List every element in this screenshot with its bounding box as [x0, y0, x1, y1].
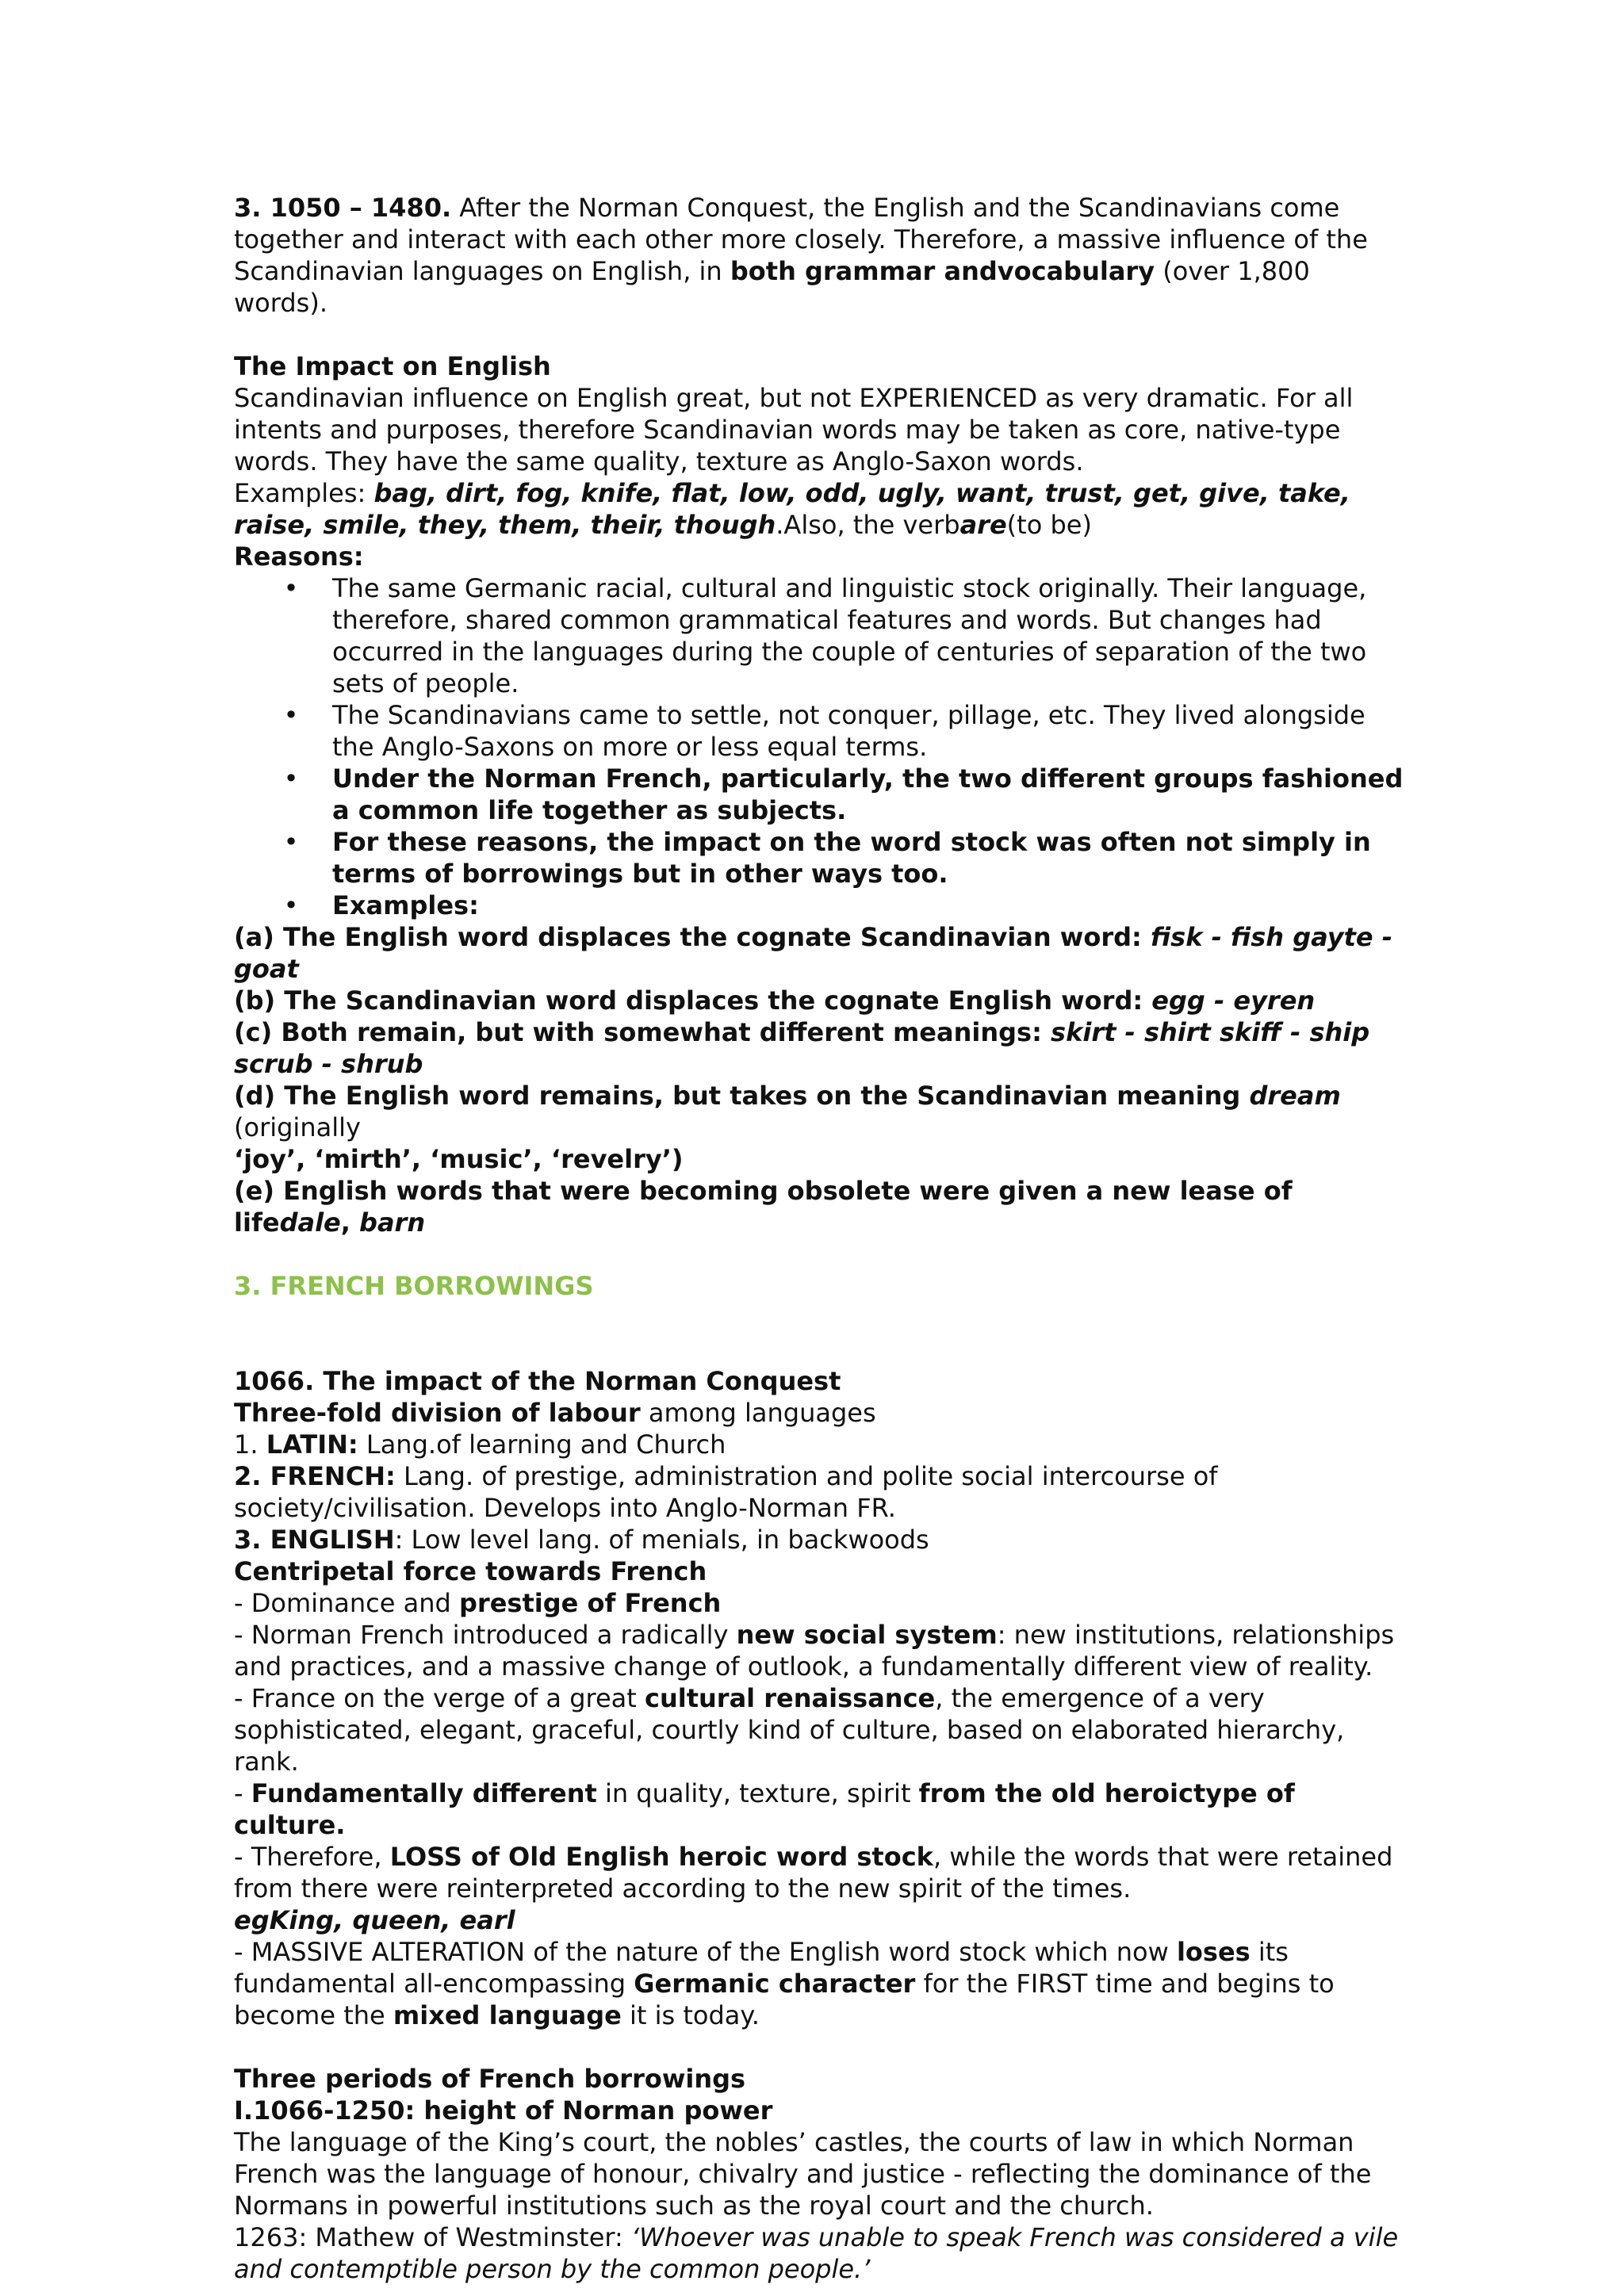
- reasons-heading: [234, 541, 1408, 572]
- list-item: [234, 890, 1408, 921]
- examples-verb: are: [959, 510, 1007, 540]
- period-intro-end: (over 1,800 words).: [234, 256, 1310, 318]
- nf-bold: new social system: [736, 1620, 998, 1650]
- example-e-word2: barn: [359, 1207, 426, 1238]
- eg-label: eg: [234, 1905, 270, 1935]
- fundamentally-line: [234, 1777, 1408, 1841]
- example-c: [234, 1016, 1408, 1080]
- example-d-note: (originally: [234, 1112, 361, 1142]
- alteration-line: [234, 1936, 1408, 2031]
- spacer: [234, 2031, 1408, 2063]
- alt-pre: - MASSIVE ALTERATION of the nature of the English word stock which now: [234, 1937, 1177, 1967]
- loss-line: [234, 1841, 1408, 1904]
- reason-text: The same Germanic racial, cultural and linguistic stock originally. Their language, therefore, shared common grammatical features and words. But changes had occurred in the languages during the couple of centuries of separation of the two sets of people.: [332, 573, 1367, 698]
- loss-bold: LOSS of Old English heroic word stock: [389, 1842, 933, 1872]
- reason-text: For these reasons, the impact on the word stock was often not simply in terms of borrowings but in other ways too.: [332, 827, 1371, 889]
- fr-rest: , the emergence of a very sophisticated, elegant, graceful, courtly kind of culture, based on elaborated hierarchy, rank.: [234, 1683, 1345, 1777]
- france-line: [234, 1682, 1408, 1777]
- nf-rest: : new institutions, relationships and practices, and a massive change of outlook, a fundamentally different view of reality.: [234, 1620, 1395, 1682]
- reasons-heading-text: Reasons:: [234, 541, 364, 572]
- fd-bold2: from the old heroictype of culture.: [234, 1778, 1295, 1840]
- alt-mid2: for the FIRST time and begins to become the: [234, 1969, 1335, 2030]
- fr-bold: cultural renaissance: [644, 1683, 936, 1713]
- example-a-text: (a) The English word displaces the cognate Scandinavian word:: [234, 922, 1151, 952]
- example-e-text: (e) English words that were becoming obsolete were given a new lease of life: [234, 1176, 1293, 1238]
- bullet-icon: •: [283, 573, 299, 603]
- example-e-word1: dale: [279, 1207, 341, 1238]
- quote-pre: 1263: Mathew of Westminster:: [234, 2222, 631, 2252]
- division-bold: Three-fold division of labour: [234, 1398, 641, 1428]
- example-e-sep: ,: [340, 1207, 360, 1238]
- example-c-text: (c) Both remain, but with somewhat different meanings:: [234, 1017, 1051, 1047]
- quote-text: ‘Whoever was unable to speak French was considered a vile and contemptible person by the common people.’: [234, 2222, 1399, 2284]
- loss-pre: - Therefore,: [234, 1842, 390, 1872]
- french-label: 2. FRENCH:: [234, 1461, 396, 1491]
- english-line: [234, 1524, 1408, 1556]
- list-item: [234, 763, 1408, 826]
- english-label: 3. ENGLISH: [234, 1525, 395, 1555]
- period-heading: 3. 1050 – 1480.: [234, 193, 452, 223]
- bullet-icon: •: [283, 890, 299, 920]
- spacer: [234, 1238, 1408, 1270]
- impact-heading-text: The Impact on English: [234, 351, 551, 381]
- fd-bold: Fundamentally different: [251, 1778, 597, 1808]
- dominance-bold: prestige of French: [459, 1588, 722, 1618]
- periods-heading: [234, 2063, 1408, 2095]
- examples-line: [234, 477, 1408, 541]
- alt-bold3: mixed language: [393, 2000, 622, 2030]
- examples-verb-note: (to be): [1006, 510, 1092, 540]
- periods-heading-text: Three periods of French borrowings: [234, 2064, 746, 2094]
- bullet-icon: •: [283, 827, 299, 857]
- example-a: [234, 921, 1408, 985]
- examples-also: .Also, the verb: [776, 510, 960, 540]
- period-paragraph: [234, 192, 1408, 319]
- list-item: [234, 699, 1408, 763]
- french-text: Lang. of prestige, administration and polite social intercourse of society/civilisation. Develops into Anglo-Norman FR.: [234, 1461, 1218, 1523]
- example-d-text: (d) The English word remains, but takes on the Scandinavian meaning: [234, 1081, 1250, 1111]
- impact-heading: [234, 350, 1408, 382]
- dominance-line: [234, 1587, 1408, 1619]
- alt-mid1: its fundamental all-encompassing: [234, 1937, 1289, 1999]
- latin-line: [234, 1429, 1408, 1460]
- fd-mid: in quality, texture, spirit: [596, 1778, 919, 1808]
- spacer: [234, 1302, 1408, 1365]
- example-c-words: skirt - shirt skiff - ship scrub - shrub: [234, 1017, 1370, 1079]
- fr-pre: - France on the verge of a great: [234, 1683, 645, 1713]
- norman-french-line: [234, 1619, 1408, 1682]
- alt-end: it is today.: [621, 2000, 760, 2030]
- division-rest: among languages: [640, 1398, 876, 1428]
- period1-heading-text: I.1066-1250: height of Norman power: [234, 2095, 773, 2126]
- example-a-words: fisk - fish gayte - goat: [234, 922, 1392, 984]
- centripetal-heading-text: Centripetal force towards French: [234, 1556, 707, 1586]
- division-line: [234, 1397, 1408, 1429]
- loss-rest: , while the words that were retained from there were reinterpreted according to the new spirit of the times.: [234, 1842, 1393, 1904]
- bullet-icon: •: [283, 763, 299, 794]
- examples-words: bag, dirt, fog, knife, flat, low, odd, ugly, want, trust, get, give, take, raise, smile, they, them, their, though: [234, 478, 1350, 540]
- spacer: [234, 319, 1408, 350]
- section-heading-french: 3. FRENCH BORROWINGS: [234, 1271, 594, 1301]
- period1-heading: [234, 2095, 1408, 2126]
- list-item: [234, 572, 1408, 699]
- example-d: [234, 1080, 1408, 1175]
- example-e: [234, 1175, 1408, 1238]
- norman-heading-text: 1066. The impact of the Norman Conquest: [234, 1366, 841, 1396]
- dominance-pre: - Dominance and: [234, 1588, 459, 1618]
- eg-words: King, queen, earl: [269, 1905, 515, 1935]
- period-intro-bold: both grammar andvocabulary: [730, 256, 1155, 286]
- period-intro: After the Norman Conquest, the English and the Scandinavians come together and interact with each other more closely. Therefore, a massive influence of the Scandinavian languages on English, in: [234, 193, 1368, 286]
- alt-bold2: Germanic character: [634, 1969, 916, 1999]
- example-d-meanings: ‘joy’, ‘mirth’, ‘music’, ‘revelry’): [234, 1144, 684, 1174]
- latin-text: Lang.of learning and Church: [358, 1429, 726, 1460]
- examples-label: Examples:: [234, 478, 374, 508]
- french-line: [234, 1460, 1408, 1524]
- example-d-word: dream: [1249, 1081, 1341, 1111]
- example-b: [234, 985, 1408, 1016]
- alt-bold1: loses: [1176, 1937, 1251, 1967]
- impact-paragraph: Scandinavian influence on English great, but not EXPERIENCED as very dramatic. For all intents and purposes, therefore Scandinavian words may be taken as core, native-type words. They have the same quality, texture as Anglo-Saxon words.: [234, 383, 1354, 476]
- example-b-text: (b) The Scandinavian word displaces the cognate English word:: [234, 985, 1152, 1016]
- period1-paragraph: The language of the King’s court, the nobles’ castles, the courts of law in which Norman French was the language of honour, chivalry and justice - reflecting the dominance of the Normans in powerful institutions such as the royal court and the church.: [234, 2127, 1372, 2221]
- reason-text: Under the Norman French, particularly, the two different groups fashioned a common life together as subjects.: [332, 763, 1404, 825]
- example-b-words: egg - eyren: [1151, 985, 1316, 1016]
- centripetal-heading: [234, 1556, 1408, 1587]
- quote-line: [234, 2221, 1408, 2285]
- reasons-list: [234, 572, 1408, 921]
- fd-pre: -: [234, 1778, 251, 1808]
- reason-text: The Scandinavians came to settle, not conquer, pillage, etc. They lived alongside the Anglo-Saxons on more or less equal terms.: [332, 700, 1365, 762]
- latin-num: 1.: [234, 1429, 266, 1460]
- eg-line: [234, 1904, 1408, 1936]
- norman-heading: [234, 1365, 1408, 1397]
- latin-label: LATIN:: [266, 1429, 358, 1460]
- bullet-icon: •: [283, 700, 299, 730]
- english-text: : Low level lang. of menials, in backwoods: [394, 1525, 929, 1555]
- document-body: [234, 192, 1408, 2285]
- reason-text: Examples:: [332, 890, 479, 920]
- nf-pre: - Norman French introduced a radically: [234, 1620, 737, 1650]
- list-item: [234, 826, 1408, 890]
